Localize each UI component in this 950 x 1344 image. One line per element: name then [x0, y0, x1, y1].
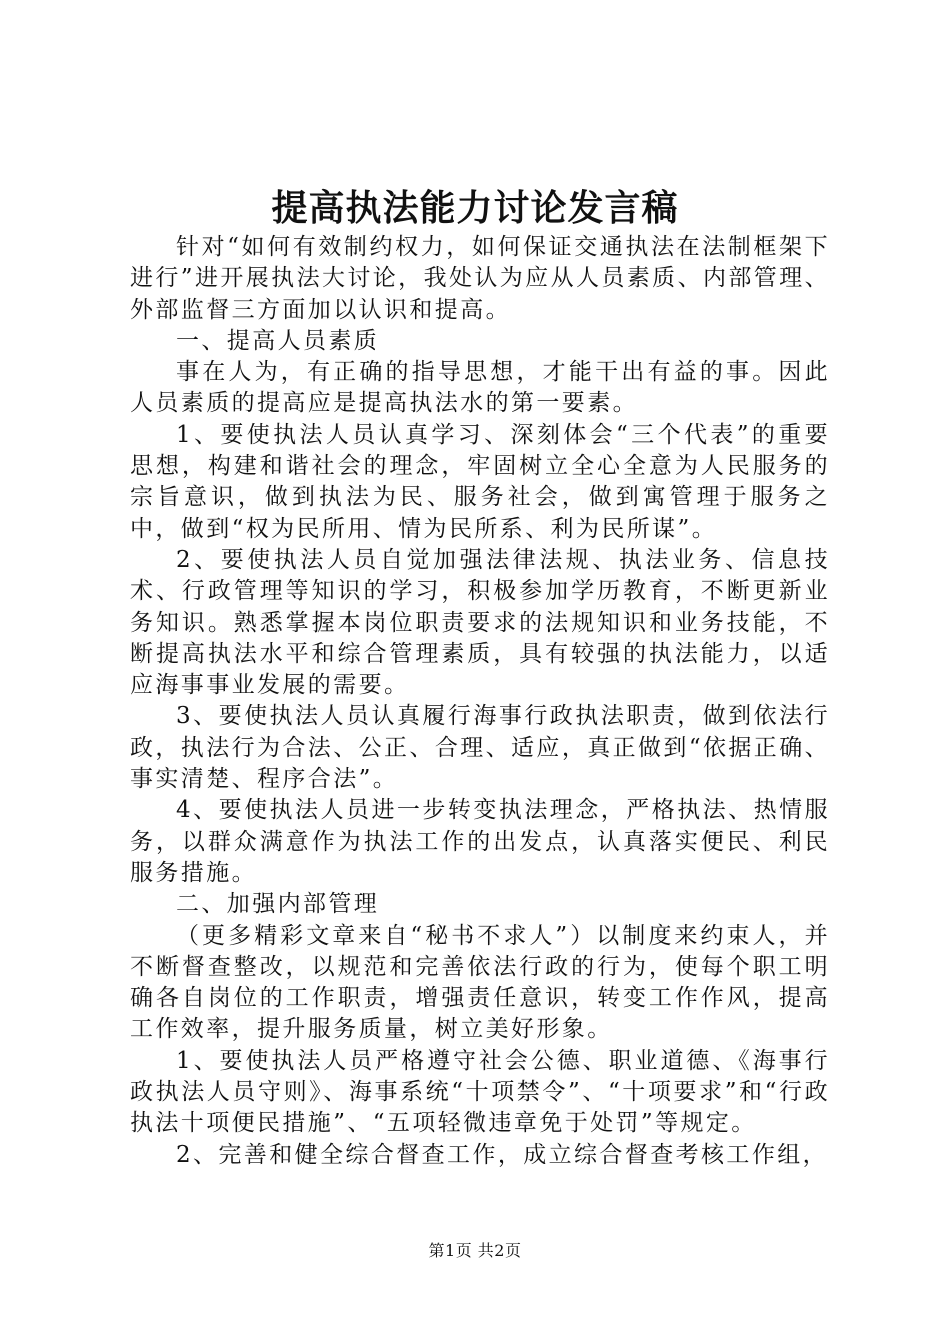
- list-item: 4、要使执法人员进一步转变执法理念，严格执法、热情服务，以群众满意作为执法工作的出发点，认真落实便民、利民服务措施。: [130, 797, 830, 886]
- page-number-footer: 第1页 共2页: [428, 1241, 522, 1260]
- document-title: 提高执法能力讨论发言稿: [271, 187, 679, 229]
- list-item: 1、要使执法人员严格遵守社会公德、职业道德、《海事行政执法人员守则》、海事系统“十项禁令”、“十项要求”和“行政执法十项便民措施”、“五项轻微违章免于处罚”等规定。: [130, 1047, 830, 1137]
- list-item: 2、完善和健全综合督查工作，成立综合督查考核工作组，: [176, 1141, 829, 1168]
- list-item: 2、要使执法人员自觉加强法律法规、执法业务、信息技术、行政管理等知识的学习，积极参加学历教育，不断更新业务知识。熟悉掌握本岗位职责要求的法规知识和业务技能，不断提高执法水平和综合管理素质，具有较强的执法能力，以适应海事事业发展的需要。: [130, 546, 830, 699]
- list-item: 1、要使执法人员认真学习、深刻体会“三个代表”的重要思想，构建和谐社会的理念，牢固树立全心全意为人民服务的宗旨意识，做到执法为民、服务社会，做到寓管理于服务之中，做到“权为民所用、情为民所系、利为民所谋”。: [130, 421, 830, 542]
- section-heading-2: 二、加强内部管理: [176, 891, 380, 918]
- section-heading-1: 一、提高人员素质: [176, 327, 380, 354]
- paragraph: （更多精彩文章来自“秘书不求人”）以制度来约束人，并不断督查整改，以规范和完善依法行政的行为，使每个职工明确各自岗位的工作职责，增强责任意识，转变工作作风，提高工作效率，提升服务质量，树立美好形象。: [130, 922, 830, 1043]
- paragraph: 事在人为，有正确的指导思想，才能干出有益的事。因此人员素质的提高应是提高执法水的第一要素。: [130, 359, 830, 417]
- paragraph-intro: 针对“如何有效制约权力，如何保证交通执法在法制框架下进行”进开展执法大讨论，我处认为应从人员素质、内部管理、外部监督三方面加以认识和提高。: [130, 234, 830, 323]
- document-body: [130, 232, 830, 1171]
- list-item: 3、要使执法人员认真履行海事行政执法职责，做到依法行政，执法行为合法、公正、合理、适应，真正做到“依据正确、事实清楚、程序合法”。: [130, 703, 830, 793]
